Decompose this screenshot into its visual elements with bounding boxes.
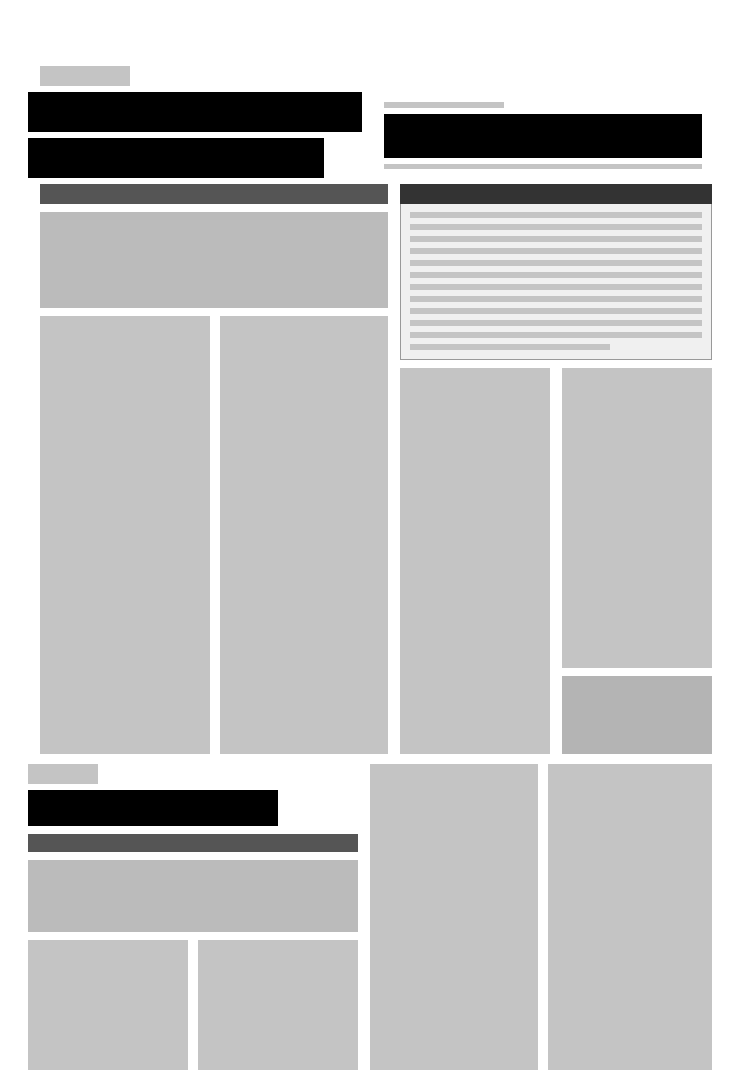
headline-2 (28, 790, 278, 826)
info-box-text-12 (410, 344, 610, 350)
subheading-bar (40, 184, 388, 204)
lead-paragraph (40, 212, 388, 308)
info-box-text-3 (410, 236, 702, 242)
masthead-logo (384, 114, 702, 158)
article-2-column-1 (28, 940, 188, 1070)
article-2-column-3 (370, 764, 538, 1070)
kicker-bar (40, 66, 130, 86)
info-box-text-10 (410, 320, 702, 326)
headline-line-1 (28, 92, 362, 132)
info-box-text-2 (410, 224, 702, 230)
date-line (384, 102, 504, 108)
info-box-text-9 (410, 308, 702, 314)
article-1-column-1 (40, 316, 210, 754)
info-box-text-7 (410, 284, 702, 290)
headline-line-2 (28, 138, 324, 178)
info-box-text-6 (410, 272, 702, 278)
article-2-column-2 (198, 940, 358, 1070)
article-2-column-4 (548, 764, 712, 1070)
lead-paragraph-2 (28, 860, 358, 932)
article-1-column-4 (562, 368, 712, 668)
article-1-column-2 (220, 316, 388, 754)
info-box-header (400, 184, 712, 204)
info-box-text-1 (410, 212, 702, 218)
article-1-column-3 (400, 368, 550, 754)
info-box-text-5 (410, 260, 702, 266)
correction-box (562, 676, 712, 754)
kicker-bar-2 (28, 764, 98, 784)
info-box-text-8 (410, 296, 702, 302)
masthead-tagline (384, 164, 702, 169)
subheading-bar-2 (28, 834, 358, 852)
info-box-text-4 (410, 248, 702, 254)
info-box-text-11 (410, 332, 702, 338)
